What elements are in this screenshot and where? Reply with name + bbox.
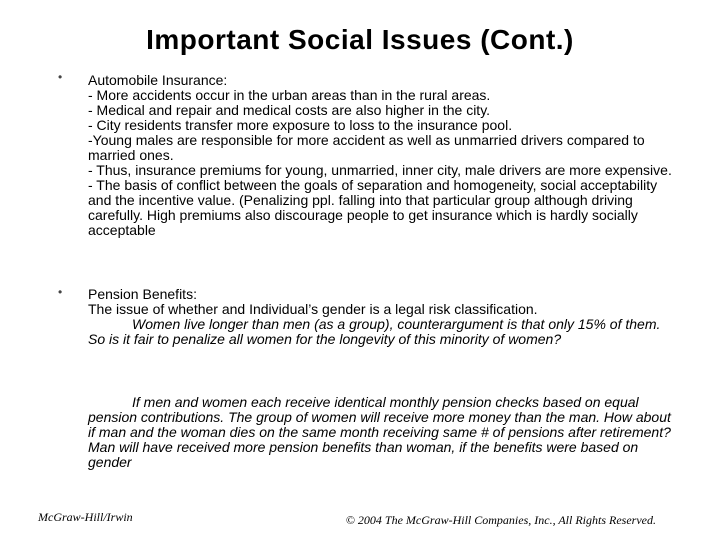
- auto-line-3: - City residents transfer more exposure to loss to the insurance pool.: [88, 117, 513, 133]
- pension-paragraph-2: [88, 395, 678, 470]
- bullet-pension: •: [58, 285, 63, 299]
- auto-insurance-section: [88, 73, 678, 238]
- bullet-auto: •: [58, 70, 63, 84]
- pension-heading: Pension Benefits:: [88, 286, 197, 302]
- pension-section: [88, 287, 678, 347]
- auto-line-4: -Young males are responsible for more accident as well as unmarried drivers compared to married ones.: [88, 132, 645, 163]
- pension-paragraph-1-text: Women live longer than men (as a group), counterargument is that only 15% of them. So is it fair to penalize all women for the longevity of this minority of women?: [88, 316, 661, 347]
- footer-copyright: © 2004 The McGraw-Hill Companies, Inc., All Rights Reserved.: [345, 513, 656, 527]
- pension-line-1: The issue of whether and Individual’s gender is a legal risk classification.: [88, 301, 538, 317]
- pension-paragraph-1: [88, 317, 678, 347]
- slide-title: Important Social Issues (Cont.): [146, 24, 574, 55]
- pension-paragraph-2-text: If men and women each receive identical monthly pension checks based on equal pension contributions. The group of women will receive more money than the man. How about if man and the woman dies on the same month receiving same # of pensions after retirement? Man will have received more pension benefits than woman, if the benefits were based on gender: [88, 394, 671, 470]
- auto-line-5: - Thus, insurance premiums for young, unmarried, inner city, male drivers are more expensive.: [88, 162, 672, 178]
- auto-heading: Automobile Insurance:: [88, 72, 228, 88]
- auto-line-6: - The basis of conflict between the goals of separation and homogeneity, social acceptability and the incentive value. (Penalizing ppl. falling into that particular group although driving carefully. High premiums also discourage people to get insurance which is hardly socially acceptable: [88, 177, 658, 238]
- auto-line-1: - More accidents occur in the urban areas than in the rural areas.: [88, 87, 491, 103]
- auto-line-2: - Medical and repair and medical costs are also higher in the city.: [88, 102, 491, 118]
- pension-paragraph-2-block: [88, 395, 678, 470]
- footer-publisher: McGraw-Hill/Irwin: [38, 510, 133, 524]
